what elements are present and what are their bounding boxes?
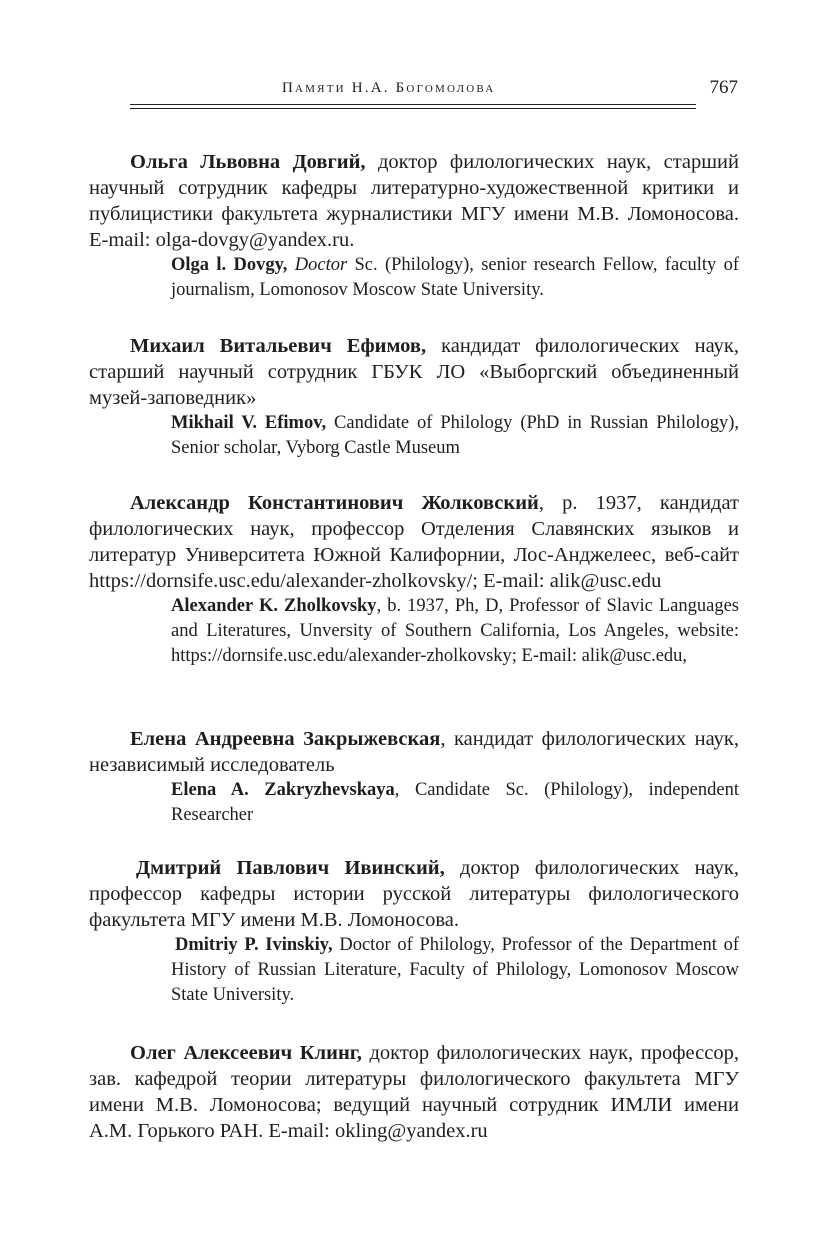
author-entry — [89, 490, 739, 669]
english-bio — [171, 933, 739, 1008]
author-entry — [89, 726, 739, 828]
author-name-ru: Елена Андреевна Закрыжевская — [130, 728, 441, 750]
bio-text-ru: доктор филологических наук, старший научный сотрудник кафедры литературно-художественной критики и публицистики факультета журналистики МГУ имени М.В. Ломоносова. E-mail: olga-dovgy@yandex.ru. — [89, 151, 739, 251]
running-header — [130, 76, 740, 106]
bio-text-en: Sc. (Philology), senior research Fellow, faculty of journalism, Lomonosov Moscow State University. — [171, 255, 739, 300]
english-bio — [171, 411, 739, 461]
author-name-en: Olga l. Dovgy, — [171, 255, 288, 275]
author-entry — [89, 149, 739, 303]
author-name-ru: Михаил Витальевич Ефимов, — [130, 335, 427, 357]
author-name-en: Alexander K. Zholkovsky — [171, 596, 377, 616]
russian-bio — [89, 855, 739, 933]
page-number: 767 — [709, 77, 738, 98]
russian-bio — [89, 333, 739, 411]
author-entry — [89, 1040, 739, 1144]
english-bio — [171, 253, 739, 303]
author-name-en: Dmitriy P. Ivinskiy, — [175, 935, 333, 955]
bio-text-en: Doctor of Philology, Professor of the Department of History of Russian Literature, Faculty of Philology, Lomonosov Moscow State University. — [171, 935, 739, 1005]
bio-text-ru: кандидат филологических наук, старший научный сотрудник ГБУК ЛО «Выборгский объединенный музей-заповедник» — [89, 335, 739, 409]
russian-bio — [89, 149, 739, 253]
bio-text-en: , b. 1937, Ph, D, Professor of Slavic Languages and Literatures, Unversity of Southern California, Los Angeles, website: https://dornsife.usc.edu/alexander-zholkovsky; E-mail: alik@usc.edu, — [171, 596, 739, 666]
author-entry — [89, 855, 739, 1008]
author-name-ru: Олег Алексеевич Клинг, — [130, 1042, 362, 1064]
english-bio — [171, 778, 739, 828]
running-title: Памяти Н.А. Богомолова — [282, 80, 496, 96]
english-bio — [171, 594, 739, 669]
russian-bio — [89, 726, 739, 778]
author-name-en: Elena A. Zakryzhevskaya — [171, 780, 395, 800]
author-name-ru: Александр Константинович Жолковский — [130, 492, 539, 514]
author-name-en: Mikhail V. Efimov, — [171, 413, 327, 433]
bio-text-ru: , р. 1937, кандидат филологических наук, профессор Отделения Славянских языков и литератур Университета Южной Калифорнии, Лос-Анджелеес, веб-сайт https://dornsife.usc.edu/alexander-zholkovsky/; E-mail: alik@usc.edu — [89, 492, 739, 592]
bio-text-ru: доктор филологических наук, профессор, зав. кафедрой теории литературы филологического факультета МГУ имени М.В. Ломоносова; ведущий научный сотрудник ИМЛИ имени А.М. Горького РАН. E-mail: okling@yandex.ru — [89, 1042, 739, 1142]
author-entry — [89, 333, 739, 461]
author-name-ru: Ольга Львовна Довгий, — [130, 151, 366, 173]
header-rule-bottom — [130, 108, 696, 109]
russian-bio — [89, 490, 739, 594]
bio-degree-italic: Doctor — [287, 255, 348, 275]
bio-text-ru: , кандидат филологических наук, независимый исследователь — [89, 728, 739, 776]
russian-bio — [89, 1040, 739, 1144]
bio-text-en: , Candidate Sc. (Philology), independent Researcher — [171, 780, 739, 825]
header-rule-top — [130, 104, 696, 105]
bio-text-ru: доктор филологических наук, профессор кафедры истории русской литературы филологического факультета МГУ имени М.В. Ломоносова. — [89, 857, 739, 931]
bio-text-en: Candidate of Philology (PhD in Russian Philology), Senior scholar, Vyborg Castle Museum — [171, 413, 740, 458]
author-name-ru: Дмитрий Павлович Ивинский, — [136, 857, 445, 879]
